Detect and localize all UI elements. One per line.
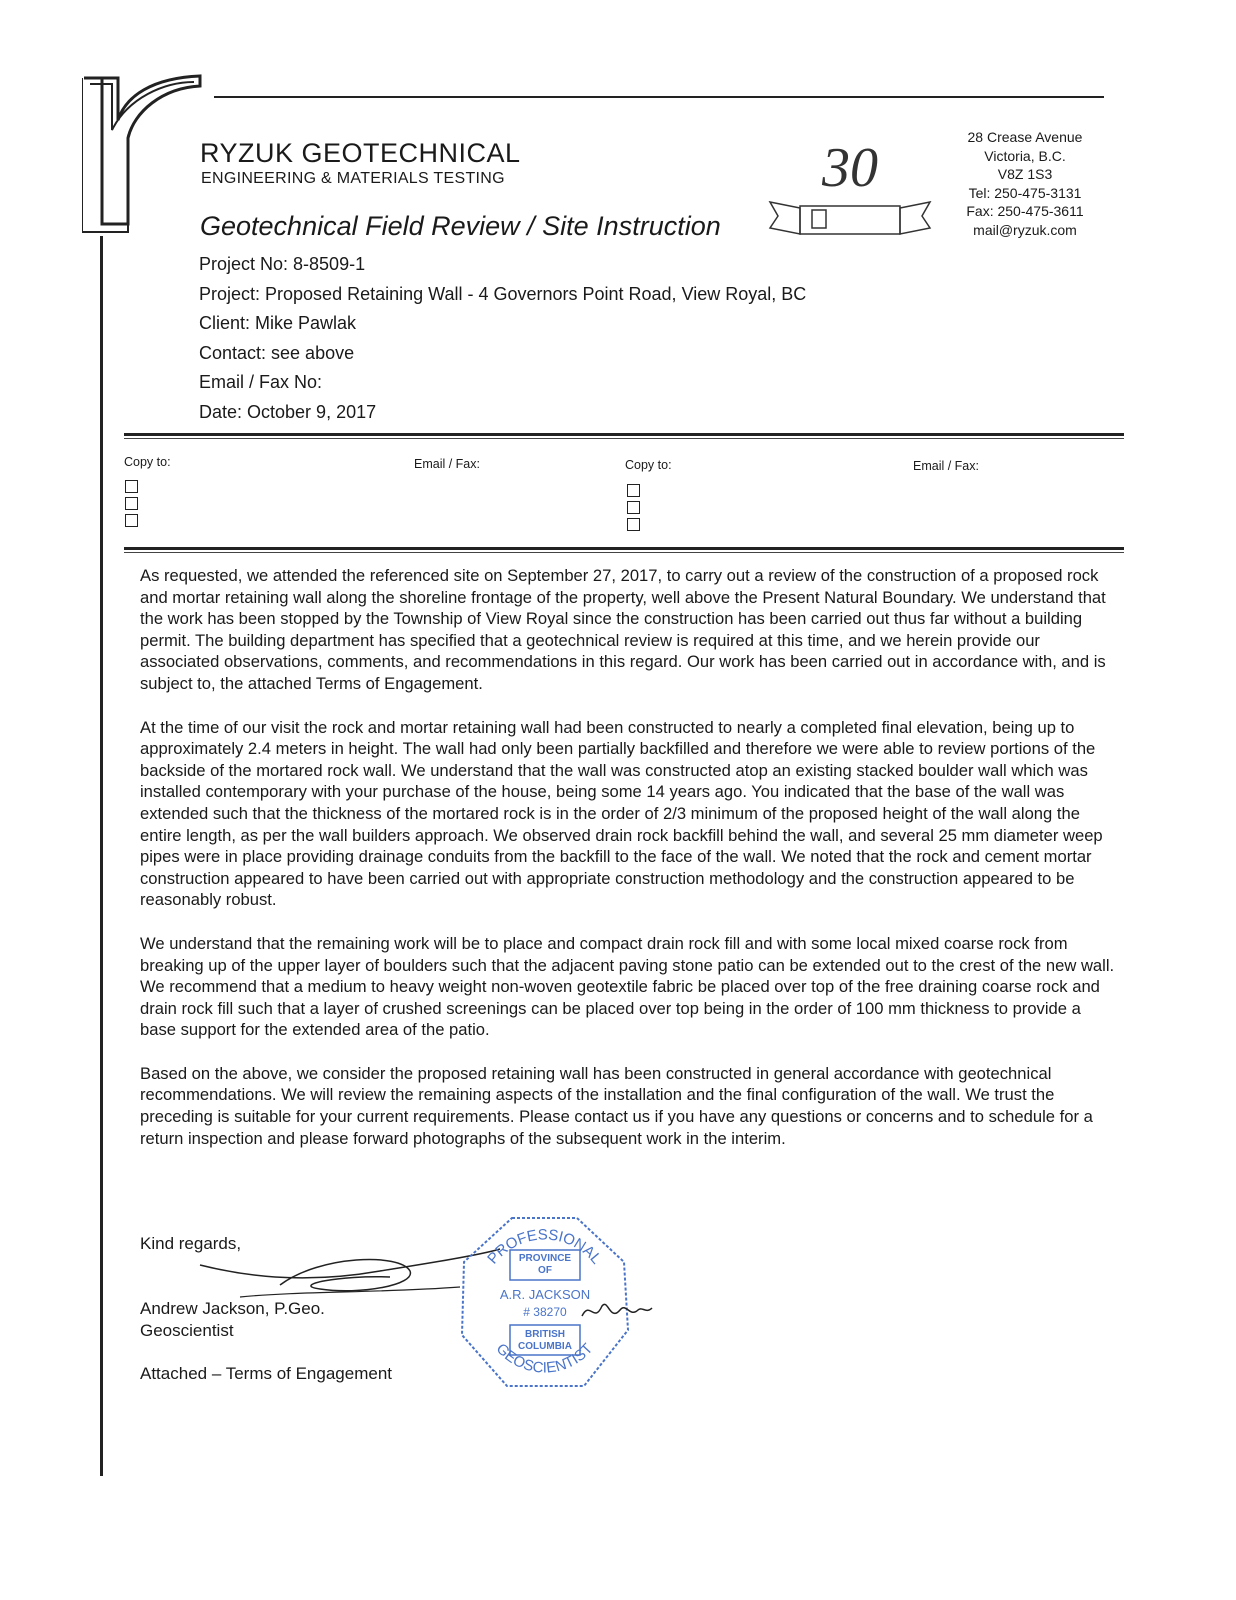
body-paragraph: Based on the above, we consider the proposed retaining wall has been constructed in general accordance with geotechnical recommendations. We will review the remaining aspects of the installation and the final configuration of the wall. We trust the preceding is suitable for your current requirements. Please contact us if you have any questions or concerns and to schedule for a return inspection and please forward photographs of the subsequent work in the interim. xyxy=(140,1063,1093,1148)
document-title: Geotechnical Field Review / Site Instruction xyxy=(200,211,721,241)
svg-text:BRITISH: BRITISH xyxy=(525,1329,565,1340)
svg-text:A.R. JACKSON: A.R. JACKSON xyxy=(499,1287,591,1302)
svg-text:30: 30 xyxy=(822,137,878,199)
copy-checkbox[interactable] xyxy=(125,497,138,510)
section-divider xyxy=(124,547,1124,550)
attachment-note: Attached – Terms of Engagement xyxy=(140,1364,393,1383)
company-logo xyxy=(82,74,204,236)
svg-text:GEOSCIENTIST: GEOSCIENTIST xyxy=(492,1340,597,1377)
address-line: 28 Crease Avenue xyxy=(967,129,1083,145)
body-paragraph: As requested, we attended the referenced site on September 27, 2017, to carry out a review of the construction of a proposed rock and mortar retaining wall along the shoreline frontage of the property, well above the Present Natural Boundary. We understand that the work has been stopped by the Township of View Royal since the construction has been carried out thus far without a building permit. The building department has specified that a geotechnical review is required at this time, and we herein provide our associated observations, comments, and recommendations in this regard. Our work has been carried out in accordance with, and is subject to, the attached Terms of Engagement. xyxy=(140,566,1106,693)
letter-body xyxy=(140,565,1115,1171)
body-paragraph: We understand that the remaining work will be to place and compact drain rock fill and with some local mixed coarse rock from breaking up of the upper layer of boulders such that the adjacent paving stone patio can be extended out to the crest of the new wall. We recommend that a medium to heavy weight non-woven geotextile fabric be placed over top of the free draining coarse rock and drain rock fill such that a layer of crushed screenings can be placed over top being in the order of 100 mm thickness to provide a base support for the extended area of the patio. xyxy=(140,933,1115,1040)
copy-checkbox[interactable] xyxy=(125,514,138,527)
copy-checkbox[interactable] xyxy=(627,501,640,514)
copy-to-label: Copy to: xyxy=(124,455,171,469)
anniversary-emblem xyxy=(760,128,940,246)
project-client: Client: Mike Pawlak xyxy=(199,313,357,333)
address-line: Victoria, B.C. xyxy=(984,147,1066,164)
svg-text:PROVINCE: PROVINCE xyxy=(518,1253,572,1264)
company-address xyxy=(940,128,1110,239)
section-divider xyxy=(124,433,1124,436)
copy-checkbox[interactable] xyxy=(125,480,138,493)
copy-checkbox[interactable] xyxy=(627,518,640,531)
signatory-name: Andrew Jackson, P.Geo. xyxy=(140,1299,325,1318)
copy-checkbox[interactable] xyxy=(627,484,640,497)
project-date: Date: October 9, 2017 xyxy=(199,401,377,422)
project-contact: Contact: see above xyxy=(199,342,355,363)
address-email: mail@ryzuk.com xyxy=(973,221,1077,238)
email-fax-label: Email / Fax: xyxy=(913,459,979,473)
left-margin-rule xyxy=(100,236,103,1476)
svg-text:COLUMBIA: COLUMBIA xyxy=(518,1341,572,1352)
signatory-title: Geoscientist xyxy=(140,1321,234,1340)
project-details xyxy=(199,250,806,427)
salutation: Kind regards, xyxy=(140,1234,242,1253)
project-name: Project: Proposed Retaining Wall - 4 Governors Point Road, View Royal, BC xyxy=(199,283,807,304)
svg-text:OF: OF xyxy=(538,1265,552,1276)
section-divider xyxy=(124,552,1124,553)
copy-to-label: Copy to: xyxy=(625,458,672,472)
section-divider xyxy=(124,438,1124,439)
seal-initials-signature xyxy=(580,1296,660,1326)
email-fax-label: Email / Fax: xyxy=(414,457,480,471)
svg-text:PROFESSIONAL: PROFESSIONAL xyxy=(484,1226,605,1268)
header-rule xyxy=(214,96,1104,98)
company-tagline: ENGINEERING & MATERIALS TESTING xyxy=(201,170,505,187)
address-line: Fax: 250-475-3611 xyxy=(966,203,1084,219)
project-number: Project No: 8-8509-1 xyxy=(199,254,366,274)
project-email-fax: Email / Fax No: xyxy=(199,372,323,392)
address-line: Tel: 250-475-3131 xyxy=(968,184,1082,201)
company-name: RYZUK GEOTECHNICAL xyxy=(200,138,521,168)
address-line: V8Z 1S3 xyxy=(997,166,1053,182)
body-paragraph: At the time of our visit the rock and mortar retaining wall had been constructed to nearly a completed final elevation, being up to approximately 2.4 meters in height. The wall had only been partially backfilled and therefore we were able to review portions of the backside of the mortared rock wall. We understand that the wall was constructed atop an existing stacked boulder wall which was installed contemporary with your purchase of the house, being some 14 years ago. You indicated that the base of the wall was extended such that the thickness of the mortared rock is in the order of 2/3 minimum of the proposed height of the wall along the entire length, as per the wall builders approach. We observed drain rock backfill behind the wall, and several 25 mm diameter weep pipes were in place providing drainage conduits from the backfill to the face of the wall. We noted that the rock and cement mortar construction appeared to have been carried out with appropriate construction methodology and the construction appeared to be reasonably robust. xyxy=(140,717,1103,910)
svg-text:# 38270: # 38270 xyxy=(523,1305,567,1319)
